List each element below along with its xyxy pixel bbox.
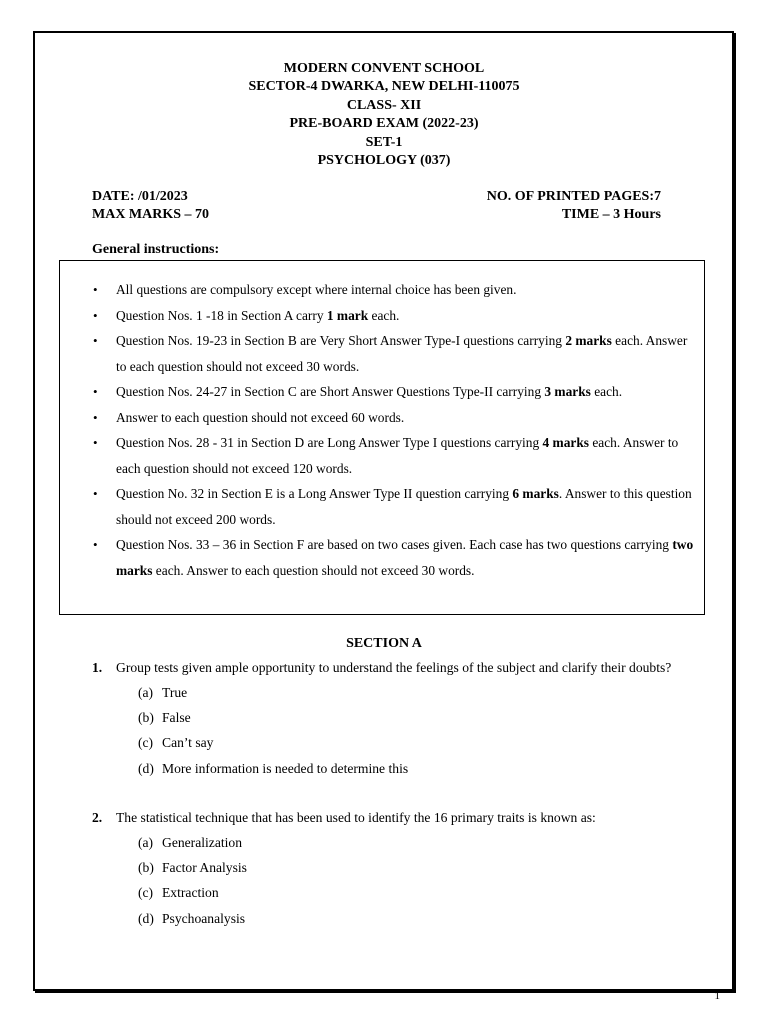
instructions-heading: General instructions:: [92, 242, 220, 257]
time-label: TIME – 3 Hours: [561, 207, 661, 222]
option-label: (b): [138, 860, 154, 876]
instruction-emphasis: two marks: [116, 537, 694, 578]
instruction-emphasis: 2 marks: [565, 333, 612, 348]
instructions-box: [59, 260, 705, 615]
options-list: [92, 680, 704, 781]
option-text: Factor Analysis: [162, 860, 247, 876]
instruction-item: [60, 379, 704, 405]
subject-label: PSYCHOLOGY (037): [317, 153, 451, 169]
option-label: (b): [138, 710, 154, 726]
meta-left: [92, 188, 209, 224]
page-number: 1: [714, 990, 720, 1002]
option-d: [138, 906, 704, 931]
bullet-icon: •: [93, 282, 98, 297]
option-text: Extraction: [162, 885, 219, 901]
option-c: [138, 730, 704, 755]
option-c: [138, 880, 704, 905]
bullet-icon: •: [93, 537, 98, 552]
instruction-text: Question Nos. 24-27 in Section C are Short Answer Questions Type-II carrying: [116, 384, 545, 399]
instruction-text: Question Nos. 28 - 31 in Section D are Long Answer Type I questions carrying: [116, 435, 543, 450]
instruction-emphasis: 1 mark: [326, 307, 369, 323]
bullet-icon: •: [93, 486, 98, 501]
option-label: (c): [138, 735, 154, 751]
instruction-text: . Answer to this question should not exceed 200 words.: [116, 486, 692, 527]
instruction-text: Question Nos. 33 – 36 in Section F are based on two cases given. Each case has two questions carrying: [116, 537, 673, 552]
bullet-icon: •: [93, 384, 98, 399]
question-number: 1.: [92, 660, 103, 675]
instruction-text: each. Answer to each question should not exceed 30 words.: [116, 333, 688, 374]
question-text: The statistical technique that has been used to identify the 16 primary traits is known as:: [116, 810, 596, 825]
question-number: 2.: [92, 810, 103, 825]
exam-header: [0, 60, 768, 170]
instructions-list: [60, 277, 704, 583]
instruction-item: [60, 532, 704, 583]
meta-right: [487, 188, 661, 224]
option-b: [138, 855, 704, 880]
instruction-text: each.: [590, 384, 623, 399]
instruction-emphasis: 3 marks: [544, 384, 591, 399]
class-label: CLASS- XII: [346, 97, 422, 113]
date-label: DATE: /01/2023: [92, 189, 188, 204]
instruction-text: Question Nos. 19-23 in Section B are Very Short Answer Type-I questions carrying: [116, 333, 566, 348]
option-text: More information is needed to determine this: [162, 760, 409, 776]
option-text: True: [162, 685, 188, 700]
instruction-text: each. Answer to each question should not exceed 30 words.: [152, 562, 475, 578]
option-label: (d): [138, 910, 154, 926]
instruction-emphasis: 4 marks: [542, 435, 589, 450]
question-2: [92, 805, 704, 931]
instruction-item: [60, 405, 704, 431]
question-1: [92, 655, 704, 781]
option-label: (c): [138, 885, 154, 901]
option-text: Psychoanalysis: [162, 910, 246, 926]
instruction-item: [60, 430, 704, 481]
option-b: [138, 705, 704, 730]
option-label: (a): [138, 685, 154, 700]
max-marks-label: MAX MARKS – 70: [92, 207, 210, 222]
instruction-item: [60, 303, 704, 329]
instruction-item: [60, 277, 704, 303]
option-a: [138, 680, 704, 705]
bullet-icon: •: [93, 435, 98, 450]
instruction-item: [60, 328, 704, 379]
instruction-emphasis: 6 marks: [512, 486, 559, 501]
instruction-text: All questions are compulsory except where internal choice has been given.: [116, 282, 517, 297]
option-text: Generalization: [162, 835, 243, 850]
instruction-text: each. Answer to each question should not exceed 120 words.: [116, 435, 679, 476]
option-text: Can’t say: [162, 735, 214, 751]
section-a-title: SECTION A: [346, 636, 422, 651]
option-label: (a): [138, 835, 154, 850]
option-a: [138, 830, 704, 855]
bullet-icon: •: [93, 409, 98, 425]
option-label: (d): [138, 760, 154, 776]
instruction-text: Question Nos. 1 -18 in Section A carry: [116, 307, 327, 323]
instruction-text: each.: [368, 307, 400, 323]
instruction-text: Answer to each question should not exceed 60 words.: [116, 409, 405, 425]
instruction-text: Question No. 32 in Section E is a Long Answer Type II question carrying: [116, 486, 513, 501]
option-d: [138, 756, 704, 781]
exam-title: PRE-BOARD EXAM (2022-23): [289, 116, 479, 132]
options-list: [92, 830, 704, 931]
school-address: SECTOR-4 DWARKA, NEW DELHI-110075: [248, 79, 520, 95]
printed-pages-label: NO. OF PRINTED PAGES:7: [486, 189, 661, 204]
instruction-item: [60, 481, 704, 532]
school-name: MODERN CONVENT SCHOOL: [283, 61, 485, 76]
set-label: SET-1: [365, 134, 403, 150]
question-text: Group tests given ample opportunity to understand the feelings of the subject and clarify their doubts?: [116, 660, 672, 675]
option-text: False: [162, 710, 191, 726]
bullet-icon: •: [93, 333, 98, 348]
bullet-icon: •: [93, 307, 98, 323]
